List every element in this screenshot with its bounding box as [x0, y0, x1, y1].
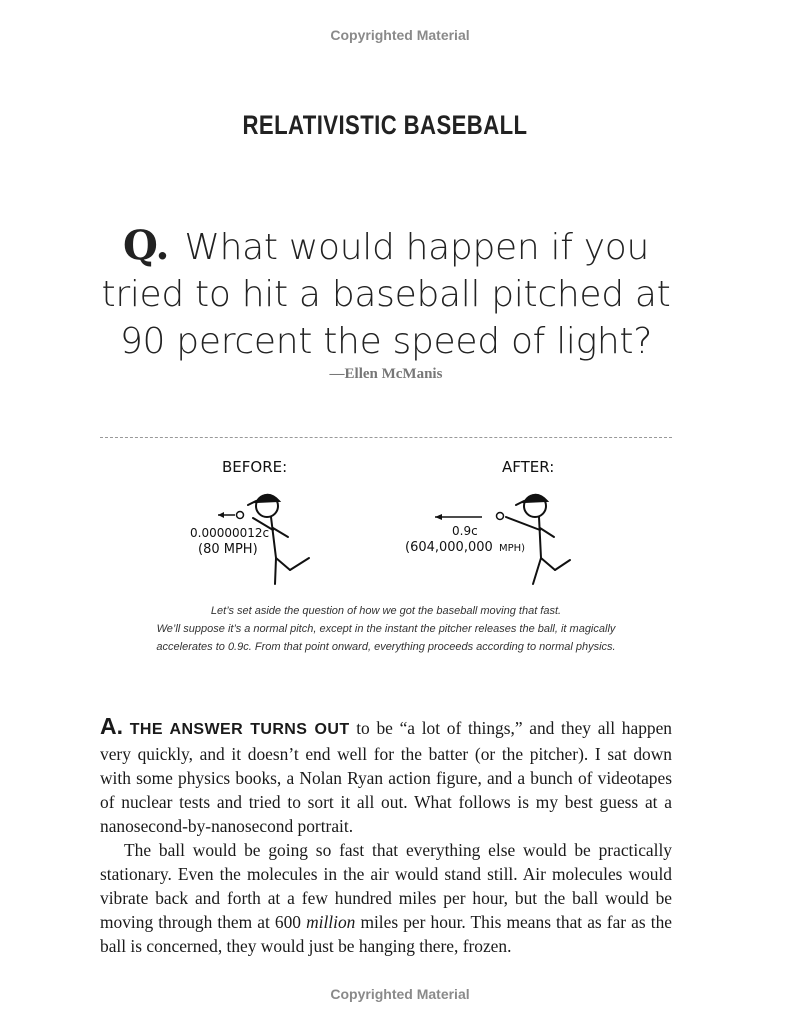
comic-illustration — [170, 450, 620, 595]
chapter-title: RELATIVISTIC BASEBALL — [242, 110, 528, 140]
answer-paragraph-2 — [100, 838, 672, 958]
before-baseball — [237, 512, 244, 519]
after-arrowhead — [435, 514, 442, 520]
answer-paragraph-1-text: to be “a lot of things,” and they all happen very quickly, and it doesn’t end well for the batter (or the pitcher). I sat down with some physics books, a Nolan Ryan action figure, and a bunch of videotapes of nuclear tests and tried to sort it all out. What follows is my best guess at a nanosecond-by-nanosecond portrait. — [100, 718, 673, 836]
question-block — [100, 222, 672, 365]
before-mph-label: (80 MPH) — [198, 542, 258, 557]
before-arrowhead — [218, 512, 224, 518]
answer-paragraph-2-emphasis: million — [306, 912, 356, 932]
answer-paragraph-2-text-a: The ball would be going so fast that everything else would be practically stationary. Even the molecules in the air would stand still. Air molecules would vibrate back and forth at a few hundred miles per hour, but the ball would be moving through them at 600 — [100, 840, 672, 932]
after-label: AFTER: — [502, 458, 555, 476]
after-stick-figure — [506, 495, 570, 584]
after-speed-label: 0.9c — [452, 524, 478, 538]
answer-lead-in: THE ANSWER TURNS OUT — [129, 721, 350, 738]
answer-body — [100, 714, 672, 958]
caption-line-1: Let’s set aside the question of how we got the baseball moving that fast. — [210, 605, 562, 617]
answer-paragraph-2-text-b: miles per hour. This means that as far as the ball is concerned, they would just be hanging there, frozen. — [100, 912, 672, 956]
before-label: BEFORE: — [222, 458, 288, 476]
question-attribution: —Ellen McManis — [329, 366, 443, 382]
question-text: What would happen if you tried to hit a baseball pitched at 90 percent the speed of light? — [101, 227, 671, 362]
answer-paragraph-1 — [100, 714, 672, 838]
after-baseball — [497, 513, 504, 520]
question-marker: Q. — [122, 222, 170, 269]
caption-line-3: accelerates to 0.9c. From that point onward, everything proceeds according to normal physics. — [156, 641, 616, 653]
section-divider — [100, 437, 672, 438]
answer-marker: A. — [100, 713, 123, 739]
copyright-footer: Copyrighted Material — [330, 986, 470, 1002]
illustration-caption — [100, 602, 672, 656]
caption-line-2: We’ll suppose it’s a normal pitch, except in the instant the pitcher releases the ball, it magically — [156, 623, 616, 635]
before-speed-label: 0.00000012c — [190, 526, 270, 540]
copyright-header: Copyrighted Material — [330, 27, 470, 43]
after-mph-unit: MPH) — [499, 543, 526, 554]
after-mph-value: (604,000,000 — [405, 540, 493, 555]
